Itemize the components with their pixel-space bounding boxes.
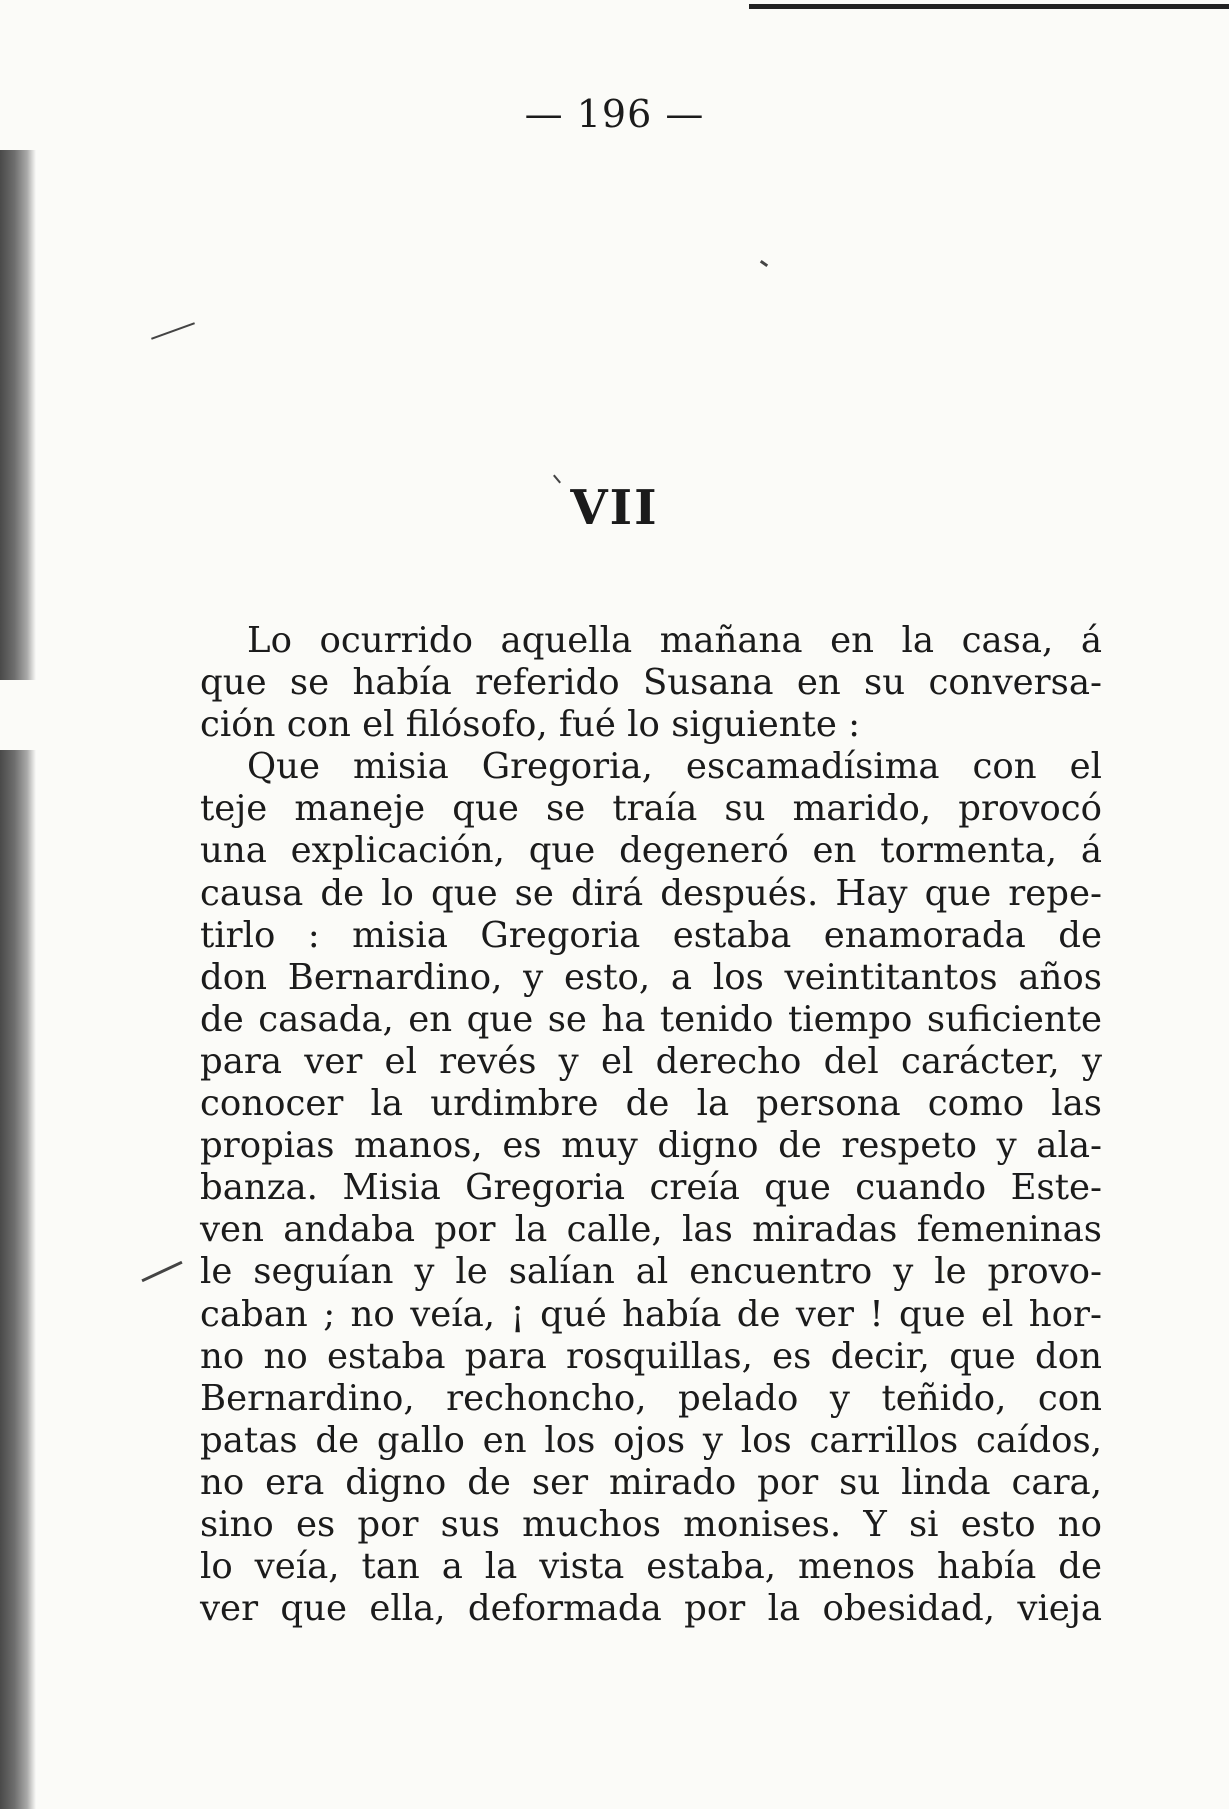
text-line: sino es por sus muchos monises. Y si esto no [200, 1503, 1102, 1545]
text-line: que se había referido Susana en su conversa- [200, 662, 1102, 704]
text-line: no no estaba para rosquillas, es decir, que don [200, 1335, 1102, 1377]
text-line: lo veía, tan a la vista estaba, menos había de [200, 1546, 1102, 1588]
text-line: conocer la urdimbre de la persona como las [200, 1083, 1102, 1125]
ink-mark [760, 260, 768, 267]
text-line: tirlo : misia Gregoria estaba enamorada de [200, 914, 1102, 956]
text-line: de casada, en que se ha tenido tiempo suficiente [200, 998, 1102, 1040]
text-line: Que misia Gregoria, escamadísima con el [247, 746, 1102, 788]
text-line: una explicación, que degeneró en tormenta, á [200, 830, 1102, 872]
text-line: causa de lo que se dirá después. Hay que repe- [200, 872, 1102, 914]
binding-shadow [0, 150, 36, 1809]
text-line: no era digno de ser mirado por su linda cara, [200, 1461, 1102, 1503]
text-line: ver que ella, deformada por la obesidad, vieja [200, 1588, 1102, 1630]
text-line: ven andaba por la calle, las miradas femeninas [200, 1209, 1102, 1251]
text-line: teje maneje que se traía su marido, provocó [200, 788, 1102, 830]
text-line: patas de gallo en los ojos y los carrillos caídos, [200, 1419, 1102, 1461]
text-line: caban ; no veía, ¡ qué había de ver ! que el hor- [200, 1293, 1102, 1335]
top-edge-rule [749, 4, 1229, 9]
body-text [200, 620, 1102, 1630]
page-number: — 196 — [524, 92, 705, 136]
text-line: propias manos, es muy digno de respeto y ala- [200, 1125, 1102, 1167]
ink-mark [151, 322, 195, 340]
text-line: para ver el revés y el derecho del carácter, y [200, 1040, 1102, 1082]
binding-gap [0, 680, 40, 750]
text-line: banza. Misia Gregoria creía que cuando Este- [200, 1167, 1102, 1209]
text-line: le seguían y le salían al encuentro y le provo- [200, 1251, 1102, 1293]
chapter-heading: VII [570, 480, 659, 536]
text-line: don Bernardino, y esto, a los veintitantos años [200, 956, 1102, 998]
ink-mark [141, 1261, 182, 1282]
text-line: Lo ocurrido aquella mañana en la casa, á [247, 620, 1102, 661]
text-line: ción con el filósofo, fué lo siguiente : [200, 704, 861, 746]
text-line: Bernardino, rechoncho, pelado y teñido, con [200, 1377, 1102, 1419]
